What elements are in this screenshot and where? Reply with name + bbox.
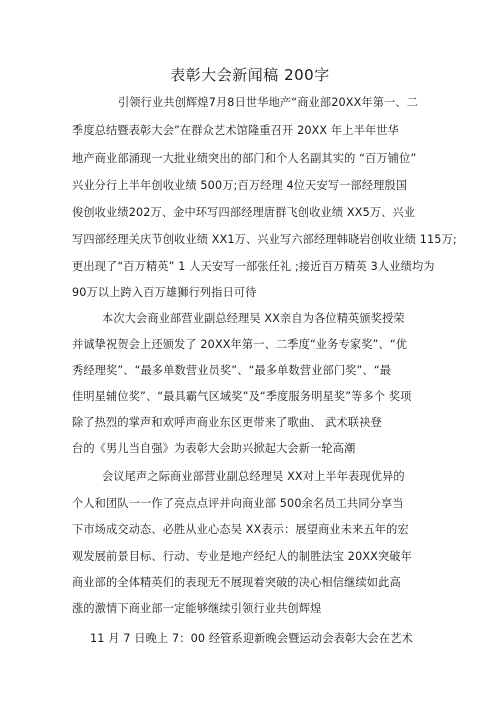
- paragraph-line: 观发展前景目标、行动、专业是地产经纪人的制胜法宝 20XX突破年: [72, 550, 412, 563]
- document-title: 表彰大会新闻稿 200字: [170, 66, 330, 84]
- paragraph-line: 季度总结暨表彰大会”在群众艺术馆隆重召开 20XX 年上半年世华: [72, 124, 399, 137]
- paragraph-line: 引领行业共创辉煌7月8日世华地产“商业部20XX年第一、二: [118, 96, 419, 109]
- paragraph-line: 个人和团队一一作了亮点点评并向商业部 500余名员工共同分享当: [72, 497, 404, 510]
- paragraph-line: 地产商业部涌现一大批业绩突出的部门和个人名副其实的 “百万铺位”: [72, 152, 417, 165]
- paragraph-line: 会议尾声之际商业部营业副总经理吴 XX对上半年表现优异的: [102, 470, 405, 483]
- paragraph-line: 秀经理奖”、“最多单数营业员奖”、“最多单数营业部门奖”、“最: [72, 364, 392, 377]
- paragraph-line: 更出现了“百万精英” 1 人天安写一部张任礼 ;接近百万精英 3人业绩均为: [72, 260, 435, 273]
- paragraph-line: 台的《男儿当自强》为表彰大会助兴掀起大会新一轮高潮: [72, 442, 356, 455]
- paragraph-line: 90万以上跨入百万雄狮行列指日可待: [72, 286, 257, 299]
- paragraph-line: 商业部的全体精英们的表现无不展现着突破的决心相信继续如此高: [72, 576, 401, 589]
- paragraph-line: 并诚挚祝贺会上还颁发了 20XX年第一、二季度“业务专家奖”、“优: [72, 338, 408, 351]
- paragraph-line: 兴业分行上半年创收业绩 500万;百万经理 4位天安写一部经理殷国: [72, 179, 408, 192]
- paragraph-line: 除了热烈的掌声和欢呼声商业东区更带来了歌曲、 武术联袂登: [72, 416, 382, 429]
- paragraph-line: 11 月 7 日晚上 7：00 经管系迎新晚会暨运动会表彰大会在艺术: [90, 632, 413, 645]
- paragraph-line: 下市场成交动态、必胜从业心态吴 XX表示：展望商业未来五年的宏: [72, 523, 409, 536]
- paragraph-line: 涨的激情下商业部一定能够继续引领行业共创辉煌: [72, 602, 322, 615]
- paragraph-line: 写四部经理关庆节创收业绩 XX1万、兴业写六部经理韩晓岩创收业绩 115万;: [72, 233, 457, 246]
- paragraph-line: 佳明星辅位奖”、“最具霸气区域奖”及“季度服务明星奖”等多个 奖项: [72, 390, 412, 403]
- paragraph-line: 本次大会商业部营业副总经理吴 XX亲自为各位精英颁奖授荣: [102, 312, 405, 325]
- paragraph-line: 俊创收业绩202万、金中环写四部经理唐群飞创收业绩 XX5万、兴业: [72, 206, 416, 219]
